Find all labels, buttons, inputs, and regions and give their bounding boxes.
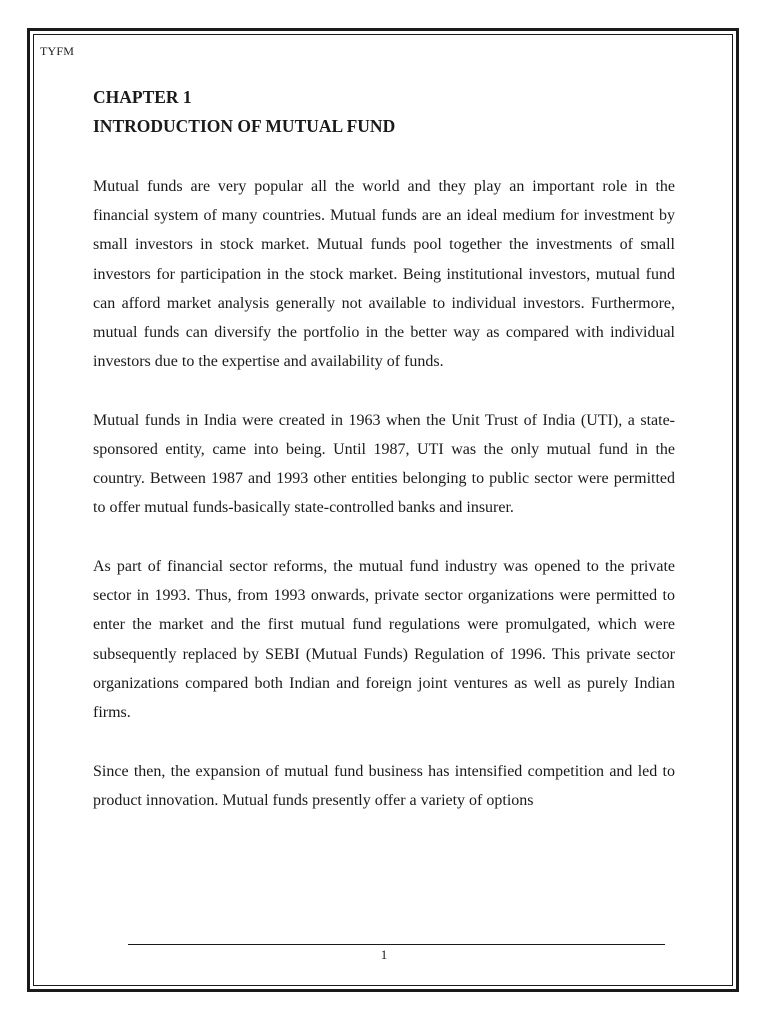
header-tag: TYFM	[40, 44, 75, 58]
paragraph-1: Mutual funds are very popular all the world and they play an important role in the financial system of many countries. Mutual funds are an ideal medium for investment by small investors in stock market. Mutual funds pool together the investments of small investors for participation in the stock market. Being institutional investors, mutual fund can afford market analysis generally not available to individual investors. Furthermore, mutual funds can diversify the portfolio in the better way as compared with individual investors due to the expertise and availability of funds.	[93, 178, 675, 371]
chapter-title: INTRODUCTION OF MUTUAL FUND	[93, 116, 396, 136]
chapter-number: CHAPTER 1	[93, 87, 192, 107]
body-text	[93, 172, 675, 844]
paragraph-2: Mutual funds in India were created in 1963 when the Unit Trust of India (UTI), a state-sponsored entity, came into being. Until 1987, UTI was the only mutual fund in the country. Between 1987 and 1993 other entities belonging to public sector were permitted to offer mutual funds-basically state-controlled banks and insurer.	[93, 411, 675, 517]
paragraph-4: Since then, the expansion of mutual fund business has intensified competition and led to product innovation. Mutual funds presently offer a variety of options	[93, 762, 675, 809]
footer-rule	[128, 944, 665, 945]
paragraph-3: As part of financial sector reforms, the mutual fund industry was opened to the private sector in 1993. Thus, from 1993 onwards, private sector organizations were permitted to enter the market and the first mutual fund regulations were promulgated, which were subsequently replaced by SEBI (Mutual Funds) Regulation of 1996. This private sector organizations compared both Indian and foreign joint ventures as well as purely Indian firms.	[93, 558, 675, 722]
page-number: 1	[380, 947, 388, 962]
